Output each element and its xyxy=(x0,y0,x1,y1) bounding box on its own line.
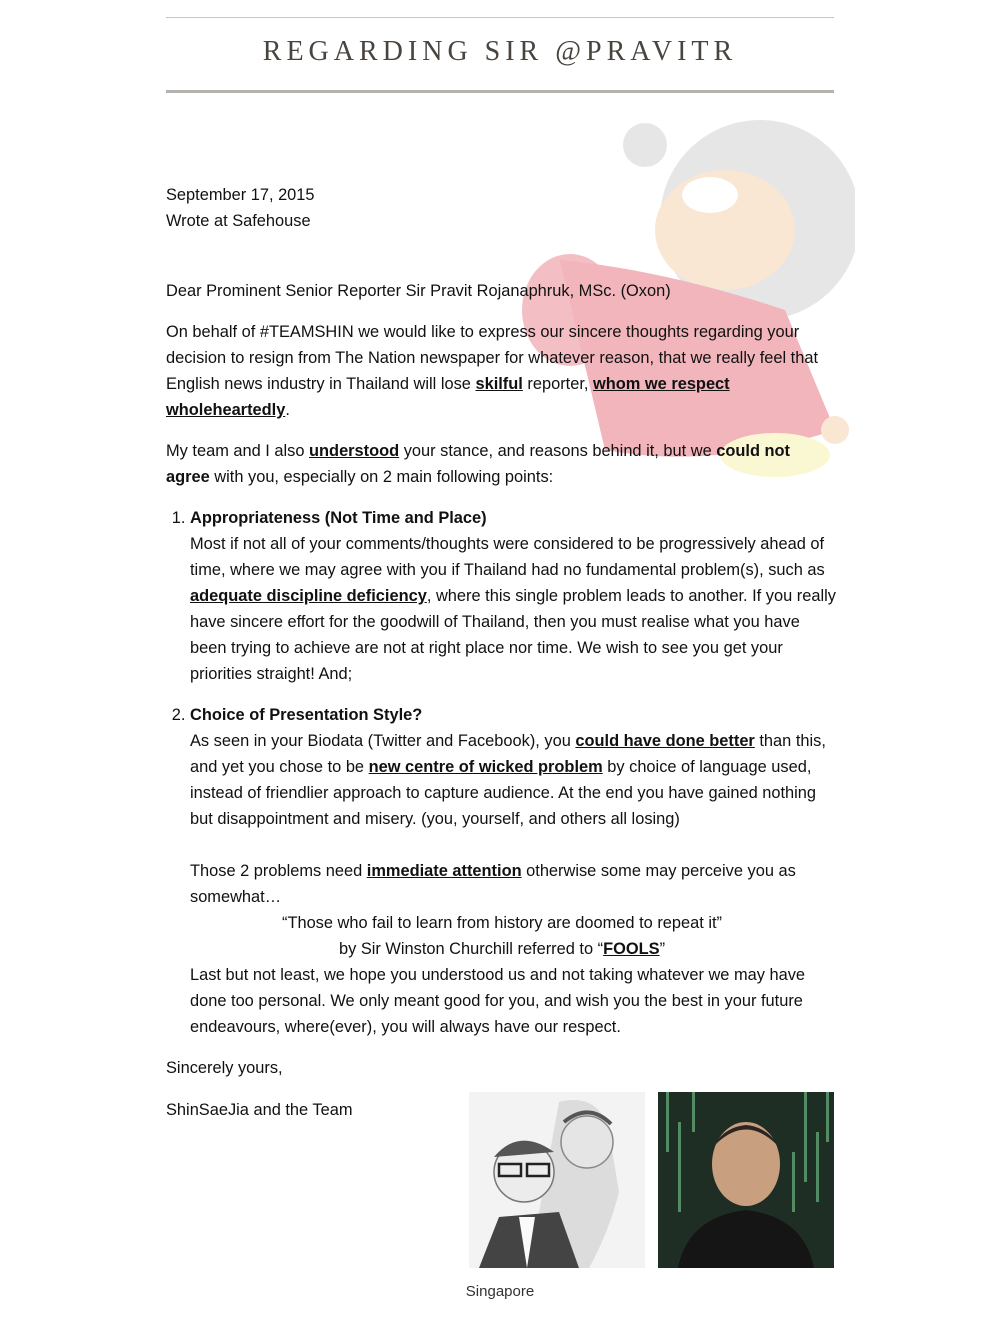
text: with you, especially on 2 main following points: xyxy=(209,468,554,486)
churchill-quote xyxy=(166,910,838,962)
paragraph-stance xyxy=(166,438,838,490)
emphasis: whom we respect wholeheartedly xyxy=(166,375,730,419)
text: than this, and yet you chose to be xyxy=(190,732,826,776)
text: your stance, and reasons behind it, but we xyxy=(399,442,717,460)
letter-date: September 17, 2015 xyxy=(166,186,315,204)
quote-line: by Sir Winston Churchill referred to “ xyxy=(338,940,604,958)
signature: ShinSaeJia and the Team xyxy=(166,1101,353,1119)
text: On behalf of #TEAMSHIN we would like to express our sincere thoughts regarding your decision to resign from The Nation newspaper for whatever reason, that we really feel that English news industry in Thailand will lose xyxy=(166,323,819,393)
closing-paragraph: Last but not least, we hope you understood us and not taking whatever we may have done too personal. We only meant good for you, and wish you the best in your future endeavours, where(ever), you will always have our respect. xyxy=(190,966,806,1036)
point-heading: Choice of Presentation Style? xyxy=(190,706,423,724)
signoff-line: Sincerely yours, xyxy=(166,1059,283,1077)
paragraph-intro xyxy=(166,319,838,423)
emphasis: could have done better xyxy=(575,732,755,750)
text: Those 2 problems need xyxy=(190,862,367,880)
manga-illustration xyxy=(469,1092,645,1268)
emphasis: immediate attention xyxy=(366,862,522,880)
text: My team and I also xyxy=(166,442,310,460)
points-list xyxy=(166,505,838,910)
emphasis: understood xyxy=(309,442,400,460)
title-underline xyxy=(166,90,834,93)
point-heading: Appropriateness (Not Time and Place) xyxy=(190,509,487,527)
list-item xyxy=(190,702,838,910)
emphasis: could not agree xyxy=(166,442,791,486)
emphasis: new centre of wicked problem xyxy=(368,758,603,776)
list-item xyxy=(190,505,838,687)
text: As seen in your Biodata (Twitter and Facebook), you xyxy=(190,732,576,750)
page-title: REGARDING SIR @PRAVITR xyxy=(262,36,738,67)
emphasis: FOOLS xyxy=(603,940,660,958)
text: , where this single problem leads to another. If you really have sincere effort for the goodwill of Thailand, then you must realise what you have been trying to achieve are not at right place nor time. We wish to see you get your priorities straight! And; xyxy=(190,587,836,683)
quote-line: ” xyxy=(659,940,666,958)
photo-caption: Singapore xyxy=(465,1283,535,1300)
text: by choice of language used, instead of friendlier approach to capture audience. At the end you have gained nothing but disappointment and misery. (you, yourself, and others all losing) xyxy=(190,758,817,828)
quote-line: “Those who fail to learn from history are doomed to repeat it” xyxy=(281,914,723,932)
text: reporter, xyxy=(522,375,593,393)
emphasis: adequate discipline deficiency xyxy=(190,587,427,605)
emphasis: skilful xyxy=(475,375,523,393)
portrait-photo xyxy=(658,1092,834,1268)
text: otherwise some may perceive you as somewhat… xyxy=(190,862,796,906)
top-rule xyxy=(166,17,834,18)
text: Most if not all of your comments/thoughts were considered to be progressively ahead of time, where we may agree with you if Thailand had no fundamental problem(s), such as xyxy=(190,535,825,579)
letter-place: Wrote at Safehouse xyxy=(166,212,311,230)
letter-body xyxy=(166,182,838,1139)
salutation: Dear Prominent Senior Reporter Sir Pravit Rojanaphruk, MSc. (Oxon) xyxy=(166,282,671,300)
text: . xyxy=(285,401,290,419)
